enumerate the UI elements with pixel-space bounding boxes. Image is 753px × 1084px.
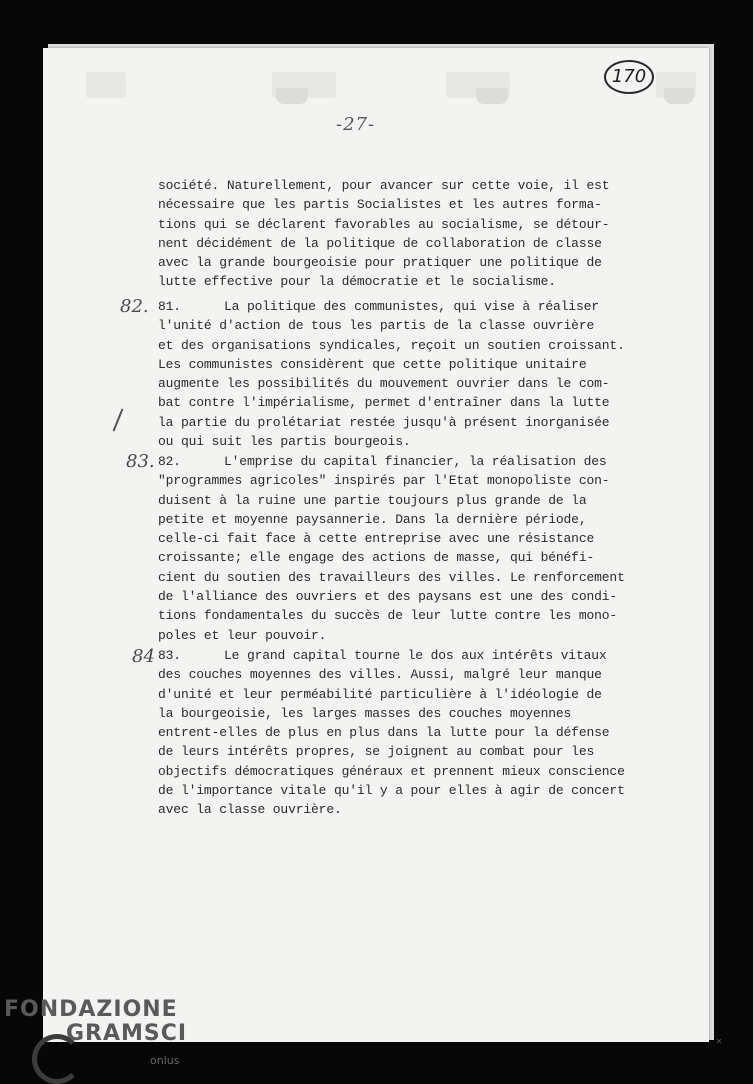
text-line: la partie du prolétariat restée jusqu'à présent inorganisée [158, 414, 610, 430]
paragraph-number: 82. [158, 454, 181, 469]
text-line: objectifs démocratiques généraux et prennent mieux conscience [158, 763, 625, 779]
paragraph-82 [158, 452, 625, 645]
text-line: Le grand capital tourne le dos aux intérêts vitaux [224, 648, 607, 663]
text-line: duisent à la ruine une partie toujours plus grande de la [158, 492, 587, 508]
page-number: -27- [336, 114, 376, 135]
text-line: de leurs intérêts propres, se joignent au combat pour les [158, 744, 595, 760]
watermark-line1: FONDAZIONE [4, 997, 178, 1022]
text-line: de l'importance vitale qu'il y a pour elles à agir de concert [158, 783, 625, 799]
text-line: société. Naturellement, pour avancer sur cette voie, il est [158, 178, 610, 193]
text-line: Les communistes considèrent que cette politique unitaire [158, 356, 587, 372]
text-line: L'emprise du capital financier, la réalisation des [224, 454, 607, 469]
text-line: de l'alliance des ouvriers et des paysans est une des condi- [158, 589, 618, 605]
text-line: l'unité d'action de tous les partis de la classe ouvrière [158, 318, 595, 334]
text-line: La politique des communistes, qui vise à réaliser [224, 299, 599, 314]
text-line: cient du soutien des travailleurs des villes. Le renforcement [158, 569, 625, 585]
text-line: la bourgeoisie, les larges masses des couches moyennes [158, 705, 572, 721]
text-line: lutte effective pour la démocratie et le socialisme. [158, 274, 556, 290]
text-line: poles et leur pouvoir. [158, 627, 327, 643]
binder-clip-tab [276, 88, 308, 104]
archive-number-stamp: 170 [604, 60, 654, 94]
margin-note: 82. [120, 296, 149, 317]
text-line: petite et moyenne paysannerie. Dans la dernière période, [158, 511, 587, 527]
watermark-line2: GRAMSCI [66, 1021, 188, 1046]
corner-mark-icon: ✕ [716, 1037, 723, 1048]
text-line: "programmes agricoles" inspirés par l'Etat monopoliste con- [158, 473, 610, 489]
binder-clip-tab [476, 88, 508, 104]
margin-note: 83. [126, 451, 155, 472]
text-line: augmente les possibilités du mouvement ouvrier dans le com- [158, 376, 610, 392]
margin-note: 84 [132, 646, 155, 667]
text-line: d'unité et leur perméabilité particulière à l'idéologie de [158, 686, 602, 702]
text-line: avec la grande bourgeoisie pour pratiquer une politique de [158, 255, 602, 271]
text-line: avec la classe ouvrière. [158, 802, 342, 818]
text-line: entrent-elles de plus en plus dans la lutte pour la défense [158, 725, 610, 741]
binder-clip-tab [664, 88, 694, 104]
binder-clip-mark [86, 72, 126, 98]
text-line: tions fondamentales du succès de leur lutte contre les mono- [158, 608, 618, 624]
text-line: nent décidément de la politique de collaboration de classe [158, 235, 602, 251]
paragraph-continuation [158, 176, 618, 292]
paragraph-number: 81. [158, 299, 181, 314]
text-line: ou qui suit les partis bourgeois. [158, 434, 411, 450]
watermark-suffix: onlus [150, 1054, 180, 1067]
text-line: des couches moyennes des villes. Aussi, malgré leur manque [158, 667, 602, 683]
text-line: tions qui se déclarent favorables au socialisme, se détour- [158, 216, 610, 232]
paragraph-number: 83. [158, 648, 181, 663]
text-line: celle-ci fait face à cette entreprise avec une résistance [158, 531, 595, 547]
text-line: et des organisations syndicales, reçoit un soutien croissant. [158, 337, 625, 353]
text-line: nécessaire que les partis Socialistes et les autres forma- [158, 197, 602, 213]
foundation-watermark [4, 998, 187, 1046]
text-line: croissante; elle engage des actions de masse, qui bénéfi- [158, 550, 595, 566]
text-line: bat contre l'impérialisme, permet d'entraîner dans la lutte [158, 395, 610, 411]
paragraph-81 [158, 297, 625, 451]
paragraph-83 [158, 646, 625, 820]
